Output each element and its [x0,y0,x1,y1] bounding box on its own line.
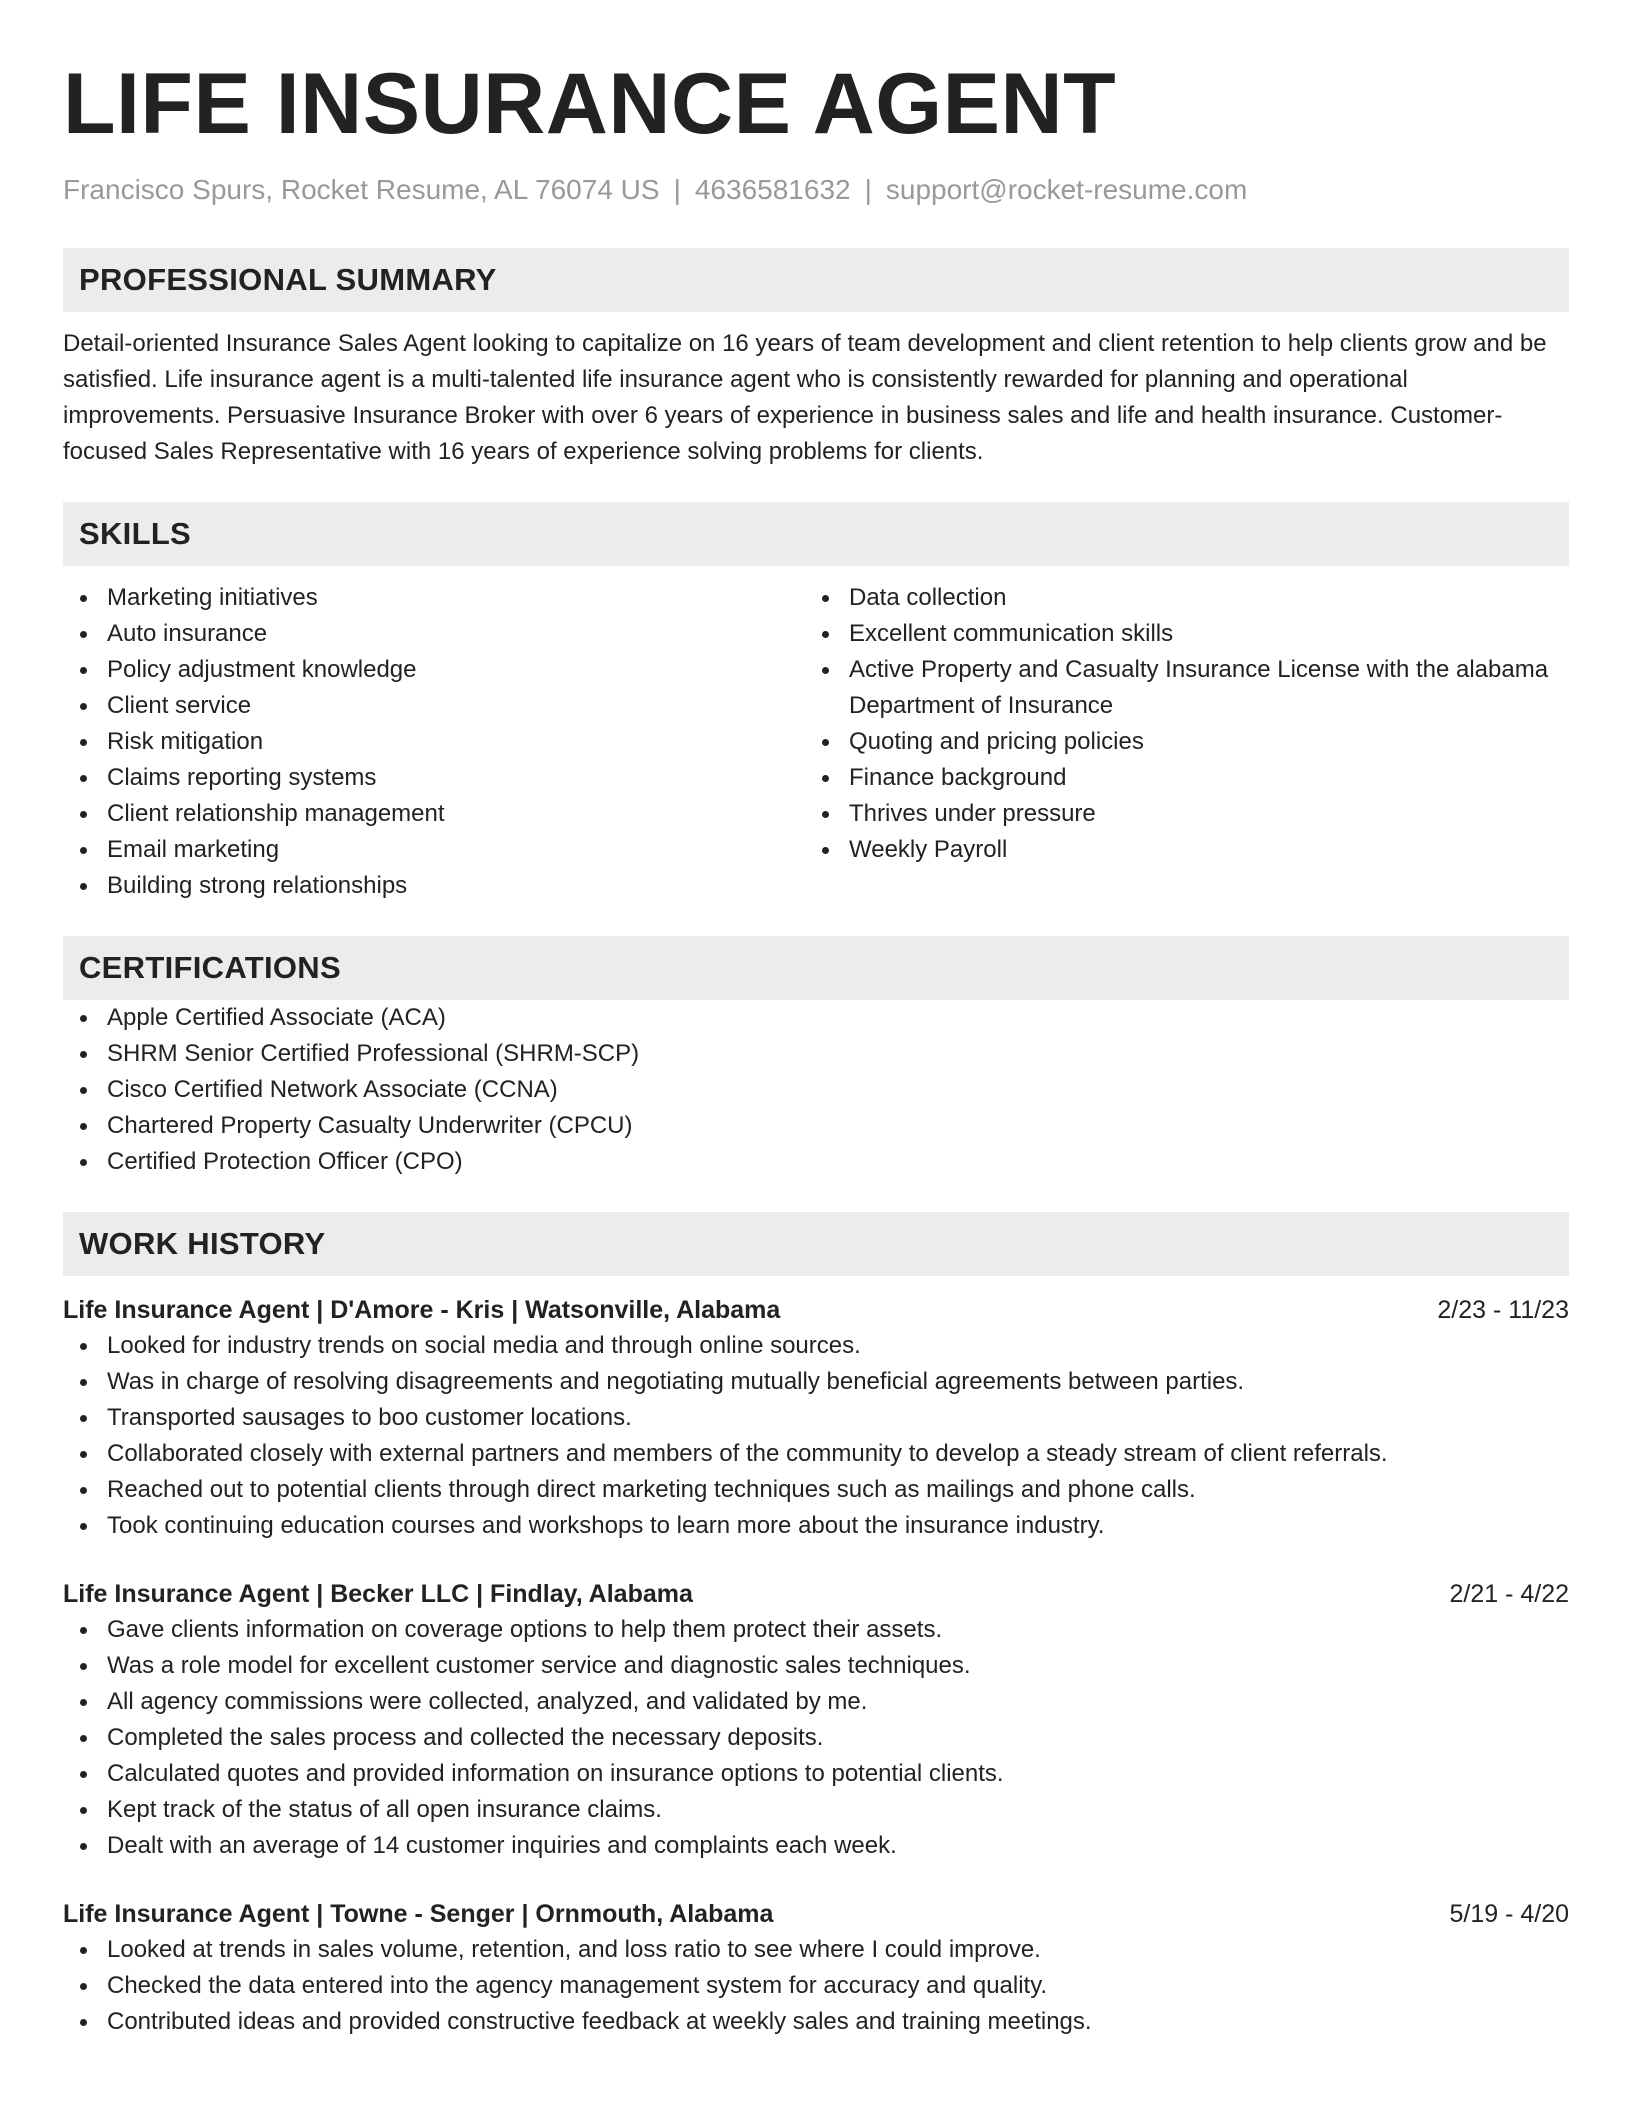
job-duties-list [63,1612,1569,1864]
job-title: Life Insurance Agent | Towne - Senger | Ornmouth, Alabama [63,1900,774,1928]
job-entry [63,1896,1569,2040]
skill-item: Claims reporting systems [63,760,805,796]
contact-phone[interactable]: 4636581632 [694,174,851,205]
certification-item: SHRM Senior Certified Professional (SHRM-SCP) [63,1036,1569,1072]
job-duty: Calculated quotes and provided information on insurance options to potential clients. [63,1756,1569,1792]
summary-text: Detail-oriented Insurance Sales Agent looking to capitalize on 16 years of team development and client retention to help clients grow and be satisfied. Life insurance agent is a multi-talented life insurance agent who is consistently rewarded for planning and operational improvements. Persuasive Insurance Broker with over 6 years of experience in business sales and life and health insurance. Customer-focused Sales Representative with 16 years of experience solving problems for clients. [63,330,1547,465]
job-duty: Was in charge of resolving disagreements and negotiating mutually beneficial agreements between parties. [63,1364,1569,1400]
job-duties-list [63,1328,1569,1544]
job-duty: Transported sausages to boo customer locations. [63,1400,1569,1436]
section-heading-work-history: WORK HISTORY [63,1212,1569,1276]
job-title: Life Insurance Agent | Becker LLC | Findlay, Alabama [63,1580,693,1608]
skill-item: Risk mitigation [63,724,805,760]
contact-separator: | [864,174,872,205]
skills-list-left [63,580,805,904]
skill-item: Building strong relationships [63,868,805,904]
certifications-list [63,1000,1569,1180]
section-heading-certifications: CERTIFICATIONS [63,936,1569,1000]
job-duty: All agency commissions were collected, analyzed, and validated by me. [63,1684,1569,1720]
job-entry [63,1292,1569,1544]
skills-list-right [805,580,1569,904]
certification-item: Chartered Property Casualty Underwriter (CPCU) [63,1108,1569,1144]
skill-item: Finance background [805,760,1569,796]
job-header [63,1896,1569,1932]
job-duty: Was a role model for excellent customer service and diagnostic sales techniques. [63,1648,1569,1684]
certification-item: Apple Certified Associate (ACA) [63,1000,1569,1036]
job-duty: Checked the data entered into the agency management system for accuracy and quality. [63,1968,1569,2004]
skill-item: Email marketing [63,832,805,868]
skill-item: Excellent communication skills [805,616,1569,652]
contact-address: Francisco Spurs, Rocket Resume, AL 76074 US [63,174,660,205]
job-duty: Gave clients information on coverage options to help them protect their assets. [63,1612,1569,1648]
skills-columns [63,580,1569,904]
resume-title: LIFE INSURANCE AGENT [63,56,1117,152]
job-duties-list [63,1932,1569,2040]
job-duty: Collaborated closely with external partners and members of the community to develop a steady stream of client referrals. [63,1436,1569,1472]
job-entry [63,1576,1569,1864]
certification-item: Cisco Certified Network Associate (CCNA) [63,1072,1569,1108]
job-duty: Contributed ideas and provided constructive feedback at weekly sales and training meetings. [63,2004,1569,2040]
skill-item: Weekly Payroll [805,832,1569,868]
job-duty: Kept track of the status of all open insurance claims. [63,1792,1569,1828]
skill-item: Policy adjustment knowledge [63,652,805,688]
job-dates: 2/23 - 11/23 [1437,1296,1569,1324]
contact-separator: | [673,174,681,205]
job-duty: Took continuing education courses and workshops to learn more about the insurance industry. [63,1508,1569,1544]
skill-item: Quoting and pricing policies [805,724,1569,760]
skill-item: Thrives under pressure [805,796,1569,832]
job-duty: Looked at trends in sales volume, retention, and loss ratio to see where I could improve. [63,1932,1569,1968]
job-dates: 2/21 - 4/22 [1449,1580,1569,1608]
job-header [63,1576,1569,1612]
section-heading-skills: SKILLS [63,502,1569,566]
job-title: Life Insurance Agent | D'Amore - Kris | Watsonville, Alabama [63,1296,781,1324]
job-duty: Dealt with an average of 14 customer inquiries and complaints each week. [63,1828,1569,1864]
certification-item: Certified Protection Officer (CPO) [63,1144,1569,1180]
skill-item: Active Property and Casualty Insurance License with the alabama Department of Insurance [805,652,1569,724]
job-header [63,1292,1569,1328]
skill-item: Auto insurance [63,616,805,652]
skill-item: Client service [63,688,805,724]
skill-item: Client relationship management [63,796,805,832]
job-duty: Reached out to potential clients through direct marketing techniques such as mailings and phone calls. [63,1472,1569,1508]
job-dates: 5/19 - 4/20 [1449,1900,1569,1928]
skill-item: Marketing initiatives [63,580,805,616]
contact-line [63,172,1569,208]
contact-email[interactable]: support@rocket-resume.com [885,174,1248,205]
section-heading-summary: PROFESSIONAL SUMMARY [63,248,1569,312]
job-duty: Looked for industry trends on social media and through online sources. [63,1328,1569,1364]
skill-item: Data collection [805,580,1569,616]
job-duty: Completed the sales process and collected the necessary deposits. [63,1720,1569,1756]
